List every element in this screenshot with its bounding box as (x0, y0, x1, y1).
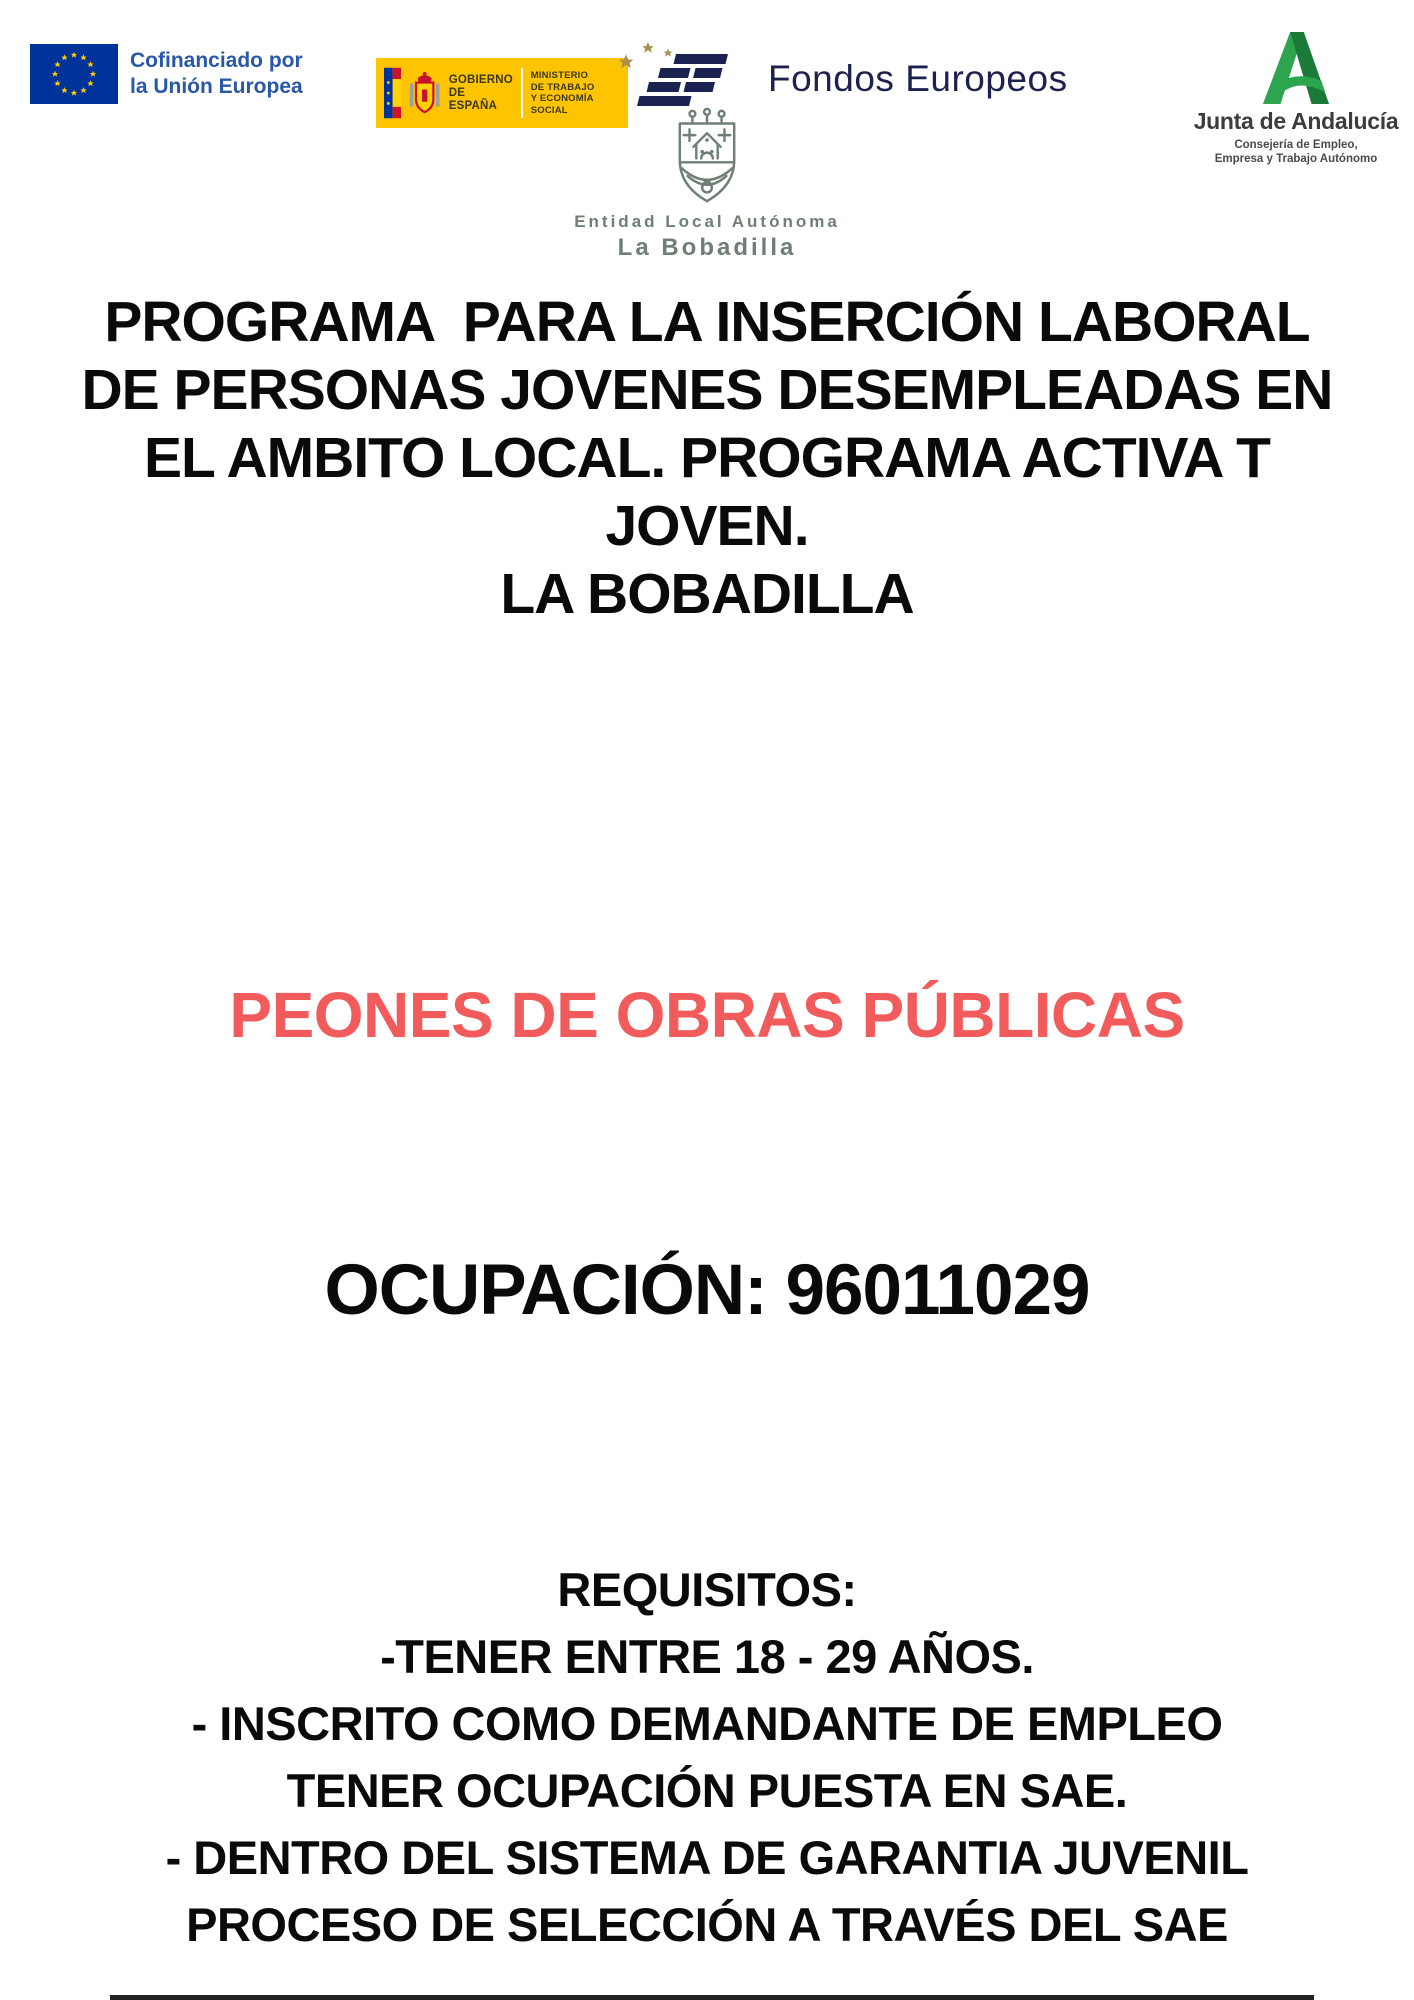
requirements-list (0, 1556, 1414, 1958)
spain-eu-flag-icon (384, 64, 401, 122)
bottom-edge-bar (110, 1995, 1314, 2000)
requirement-age: -TENER ENTRE 18 - 29 AÑOS. (380, 1630, 1034, 1683)
junta-andalucia-logo (1178, 32, 1414, 166)
title-line-1: PROGRAMA PARA LA INSERCIÓN LABORAL (104, 290, 1310, 354)
eu-text-line1: Cofinanciado por (130, 49, 303, 72)
junta-dept-line2: Empresa y Trabajo Autónomo (1214, 153, 1378, 165)
junta-andalucia-icon (1261, 32, 1331, 104)
job-title-heading: PEONES DE OBRAS PÚBLICAS (229, 979, 1185, 1051)
gobierno-divider (521, 68, 523, 118)
occupation-code: OCUPACIÓN: 96011029 (324, 1251, 1090, 1330)
fondos-europeos-logo (586, 38, 1068, 120)
junta-andalucia-dept (1178, 138, 1414, 166)
title-line-4: JOVEN. (605, 494, 809, 558)
eu-text-line2: la Unión Europea (130, 75, 303, 98)
eu-cofinanced-logo (30, 44, 303, 104)
title-line-3: EL AMBITO LOCAL. PROGRAMA ACTIVA T (143, 426, 1270, 490)
title-line-2: DE PERSONAS JOVENES DESEMPLEADAS EN (81, 358, 1333, 422)
eu-flag-icon (30, 44, 118, 104)
gobierno-name-line1: GOBIERNO (448, 73, 513, 86)
requirement-registered: - INSCRITO COMO DEMANDANTE DE EMPLEO (191, 1697, 1223, 1750)
ministry-line2: DE TRABAJO (530, 81, 595, 93)
poster-title (0, 288, 1414, 628)
requirement-selection-process: PROCESO DE SELECCIÓN A TRAVÉS DEL SAE (186, 1898, 1228, 1951)
junta-andalucia-name: Junta de Andalucía (1193, 108, 1399, 134)
requirement-garantia-juvenil: - DENTRO DEL SISTEMA DE GARANTIA JUVENIL (165, 1831, 1249, 1884)
requirement-sae-occupation: TENER OCUPACIÓN PUESTA EN SAE. (286, 1764, 1128, 1817)
gobierno-name-line2: DE ESPAÑA (448, 86, 498, 112)
requirements-heading: REQUISITOS: (557, 1563, 857, 1616)
spain-coat-of-arms-icon (409, 67, 440, 119)
fondos-europeos-icon (586, 38, 758, 120)
gobierno-name (449, 74, 513, 113)
eu-cofinanced-text (130, 48, 303, 100)
entidad-local-line2: La Bobadilla (617, 234, 797, 261)
bobadilla-crest-icon (666, 106, 748, 208)
ministry-line3: Y ECONOMÍA SOCIAL (530, 93, 594, 116)
junta-dept-line1: Consejería de Empleo, (1234, 139, 1358, 151)
entidad-local-line1: Entidad Local Autónoma (574, 212, 840, 231)
ministry-line1: MINISTERIO (530, 70, 589, 81)
fondos-europeos-label: Fondos Europeos (768, 58, 1068, 99)
title-line-5: LA BOBADILLA (500, 562, 914, 626)
